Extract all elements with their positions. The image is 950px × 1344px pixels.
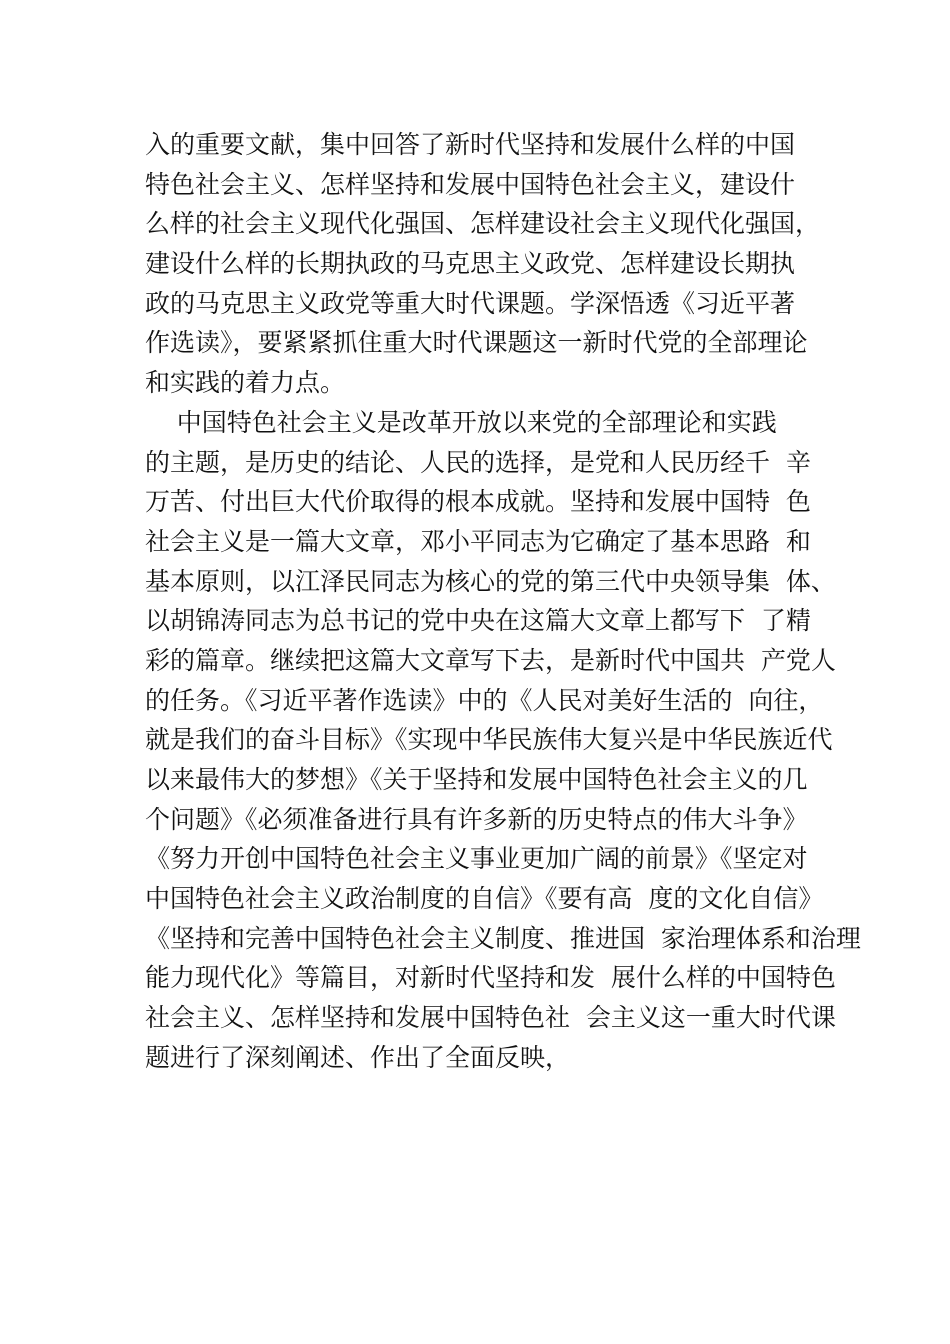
text-line: 的任务。《习近平著作选读》中的《人民对美好生活的 向往， [145, 685, 824, 715]
text-line: 中国特色社会主义政治制度的自信》《要有高 度的文化自信》 [145, 884, 824, 914]
text-line: 《坚持和完善中国特色社会主义制度、推进国 家治理体系和治理 [145, 923, 861, 953]
text-line: 特色社会主义、怎样坚持和发展中国特色社会主义，建设什 [145, 169, 796, 199]
text-line: 就是我们的奋斗目标》《实现中华民族伟大复兴是中华民族近代 [145, 725, 833, 755]
text-line: 题进行了深刻阐述、作出了全面反映， [145, 1042, 571, 1072]
text-line: 社会主义、怎样坚持和发展中国特色社 会主义这一重大时代课 [145, 1003, 836, 1033]
text-line: 政的马克思主义政党等重大时代课题。学深悟透《习近平著 [145, 288, 796, 318]
text-line: 么样的社会主义现代化强国、怎样建设社会主义现代化强国， [145, 209, 821, 239]
text-line: 以胡锦涛同志为总书记的党中央在这篇大文章上都写下 了精 [145, 606, 811, 636]
text-line: 基本原则，以江泽民同志为核心的党的第三代中央领导集 体、 [145, 566, 836, 596]
text-line: 能力现代化》等篇目，对新时代坚持和发 展什么样的中国特色 [145, 963, 836, 993]
text-line: 彩的篇章。继续把这篇大文章写下去，是新时代中国共 产党人 [145, 645, 836, 675]
text-line: 入的重要文献，集中回答了新时代坚持和发展什么样的中国 [145, 130, 796, 159]
text-line: 个问题》《必须准备进行具有许多新的历史特点的伟大斗争》 [145, 804, 808, 834]
text-line: 作选读》，要紧紧抓住重大时代课题这一新时代党的全部理论 [145, 328, 808, 358]
text-line: 和实践的着力点。 [145, 368, 346, 398]
text-line: 以来最伟大的梦想》《关于坚持和发展中国特色社会主义的几 [145, 765, 808, 794]
text-line: 万苦、付出巨大代价取得的根本成就。坚持和发展中国特 色 [145, 487, 811, 517]
text-line: 建设什么样的长期执政的马克思主义政党、怎样建设长期执 [145, 249, 796, 279]
text-line: 社会主义是一篇大文章，邓小平同志为它确定了基本思路 和 [145, 526, 811, 556]
body-text [145, 125, 861, 1078]
text-line: 的主题，是历史的结论、人民的选择，是党和人民历经千 辛 [145, 447, 811, 477]
text-line: 中国特色社会主义是改革开放以来党的全部理论和实践 [145, 407, 777, 437]
text-line: 《努力开创中国特色社会主义事业更加广阔的前景》《坚定对 [145, 844, 808, 874]
